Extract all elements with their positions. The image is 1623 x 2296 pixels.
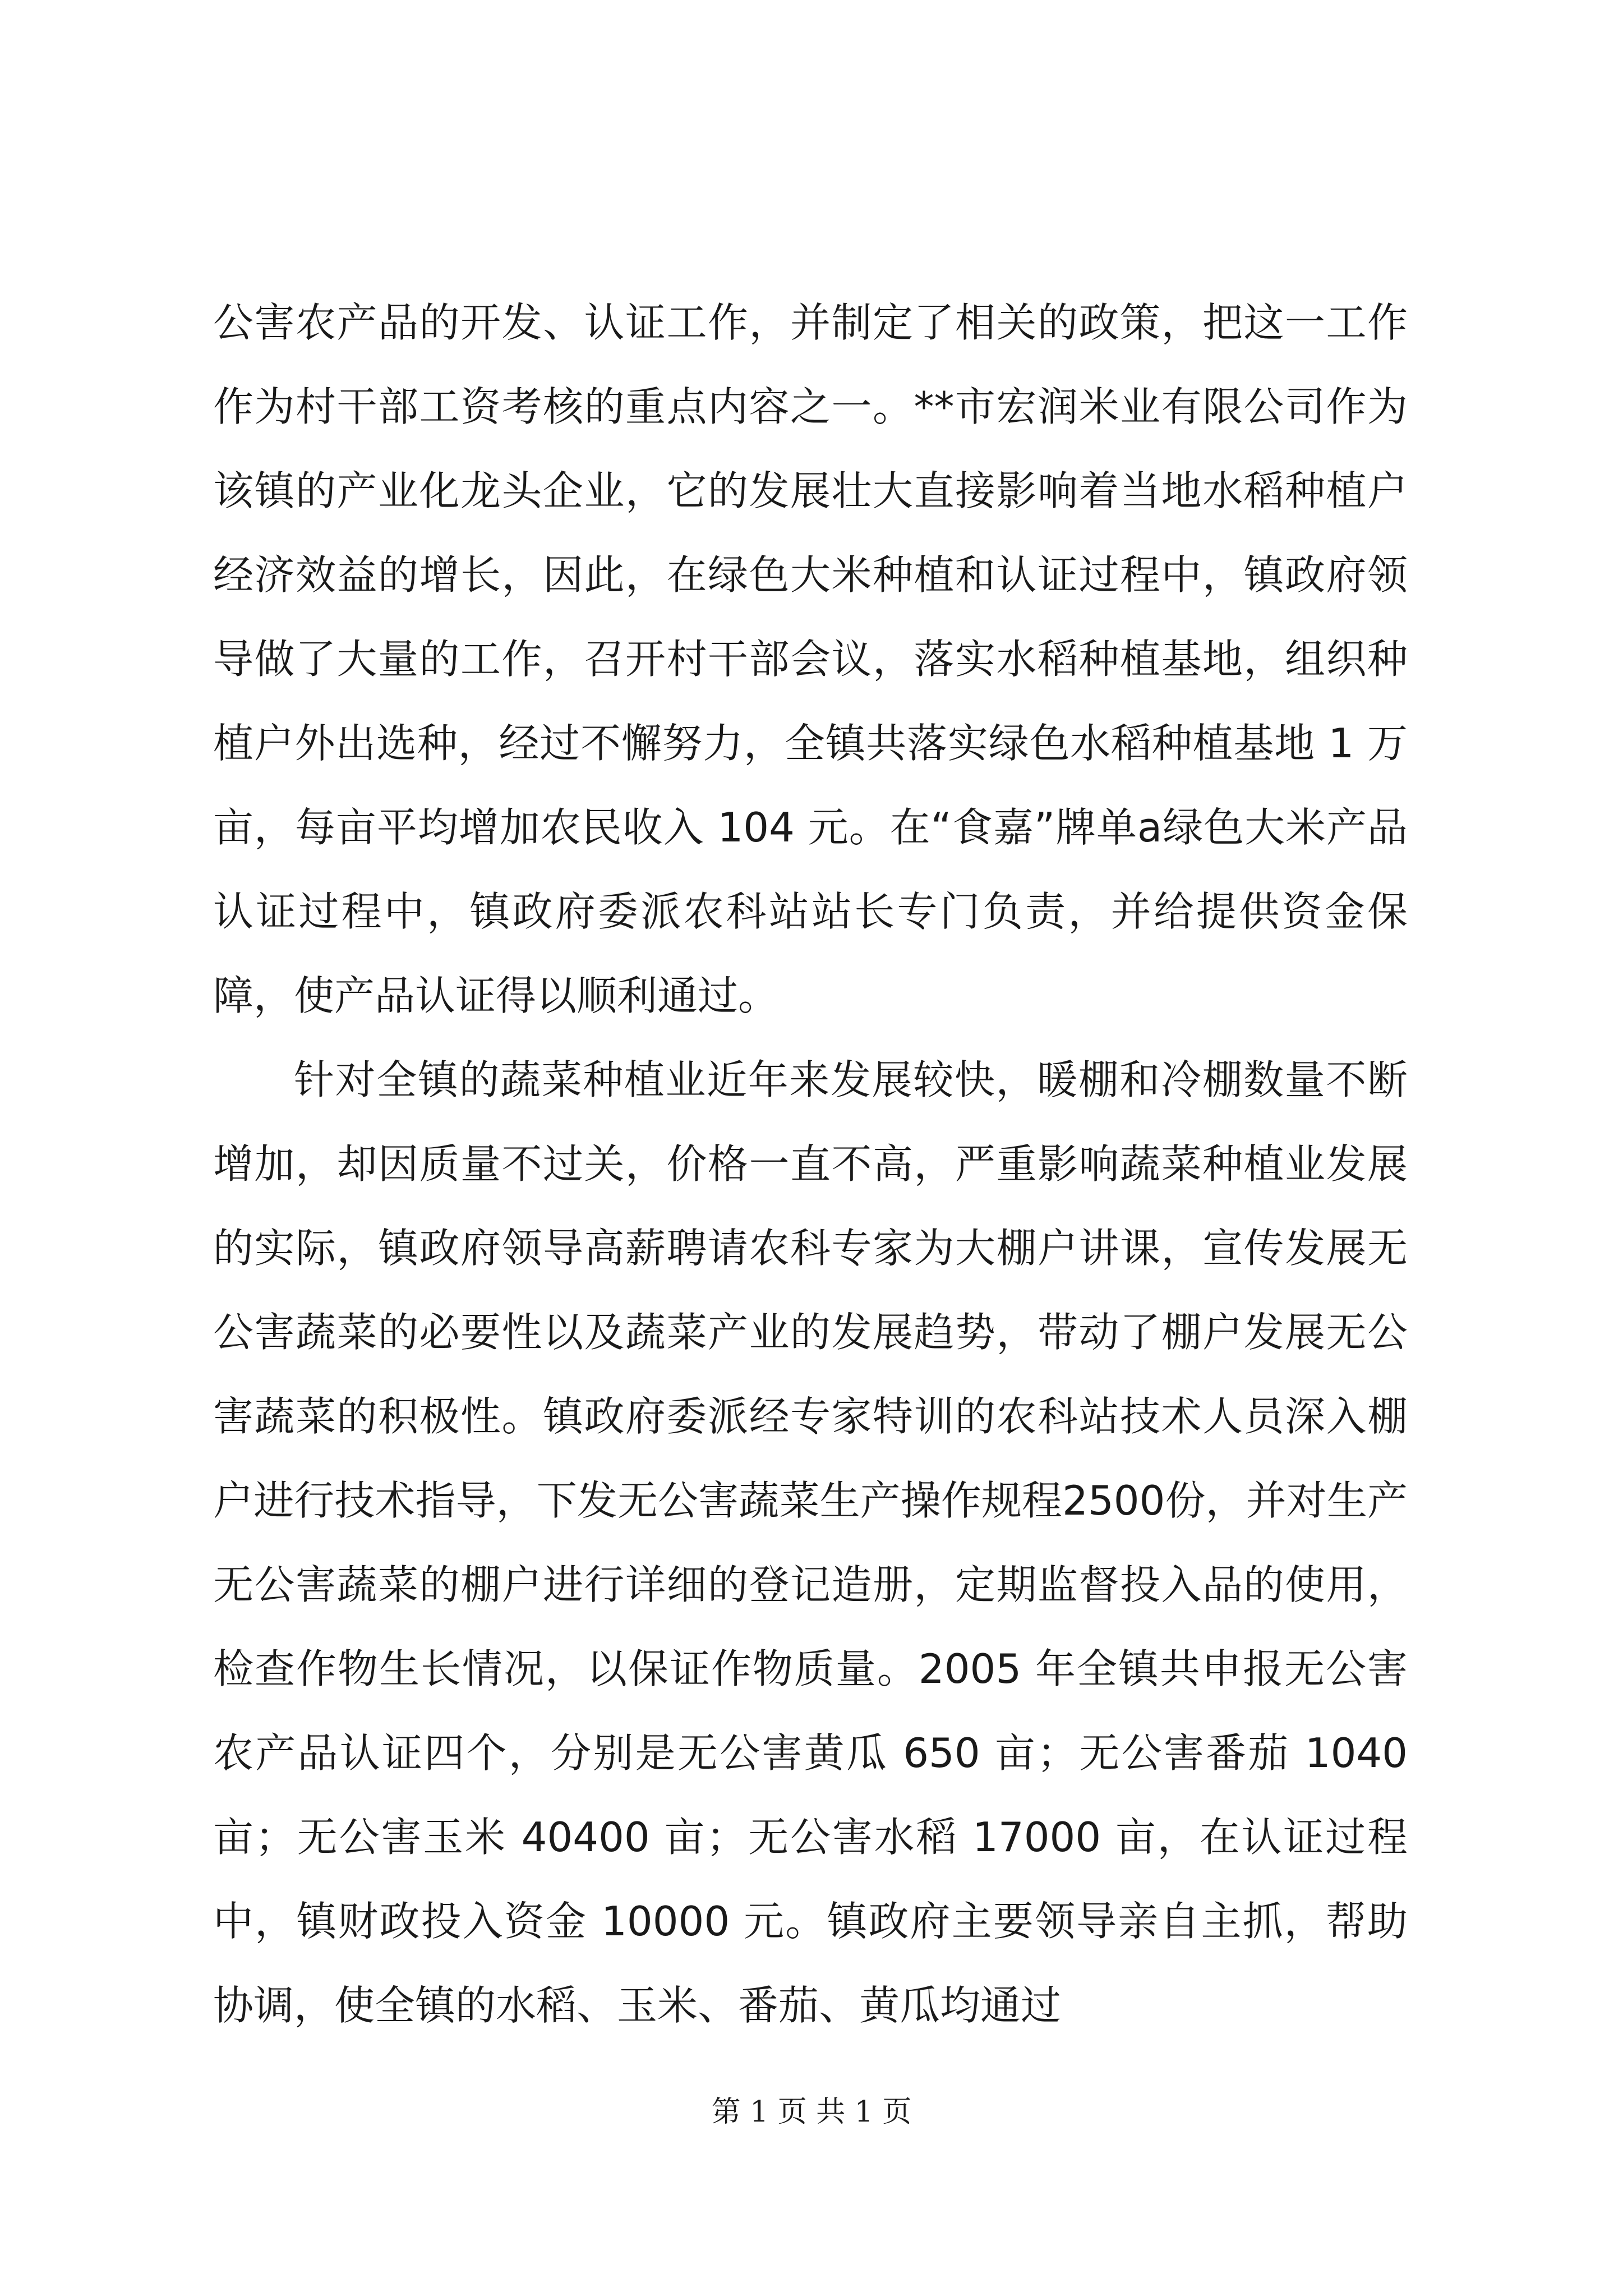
paragraph-2: 针对全镇的蔬菜种植业近年来发展较快，暖棚和冷棚数量不断增加，却因质量不过关，价格一直不高，严重影响蔬菜种植业发展的实际，镇政府领导高薪聘请农科专家为大棚户讲课，宣传发展无公害蔬菜的必要性以及蔬菜产业的发展趋势，带动了棚户发展无公害蔬菜的积极性。镇政府委派经专家特训的农科站技术人员深入棚户进行技术指导，下发无公害蔬菜生产操作规程2500份，并对生产无公害蔬菜的棚户进行详细的登记造册，定期监督投入品的使用，检查作物生长情况，以保证作物质量。2005 年全镇共申报无公害农产品认证四个，分别是无公害黄瓜 650 亩；无公害番茄 1040 亩；无公害玉米 40400 亩；无公害水稻 17000 亩，在认证过程中，镇财政投入资金 10000 元。镇政府主要领导亲自主抓，帮助协调，使全镇的水稻、玉米、番茄、黄瓜均通过 (213, 1056, 1408, 2029)
page-footer: 第 1 页 共 1 页 (711, 2095, 912, 2129)
paragraph-1: 公害农产品的开发、认证工作，并制定了相关的政策，把这一工作作为村干部工资考核的重点内容之一。**市宏润米业有限公司作为该镇的产业化龙头企业，它的发展壮大直接影响着当地水稻种植户经济效益的增长，因此，在绿色大米种植和认证过程中，镇政府领导做了大量的工作，召开村干部会议，落实水稻种植基地，组织种植户外出选种，经过不懈努力，全镇共落实绿色水稻种植基地 1 万亩，每亩平均增加农民收入 104 元。在“食嘉”牌单a绿色大米产品认证过程中，镇政府委派农科站站长专门负责，并给提供资金保障，使产品认证得以顺利通过。 (213, 299, 1408, 1019)
document-body (213, 280, 1408, 2047)
